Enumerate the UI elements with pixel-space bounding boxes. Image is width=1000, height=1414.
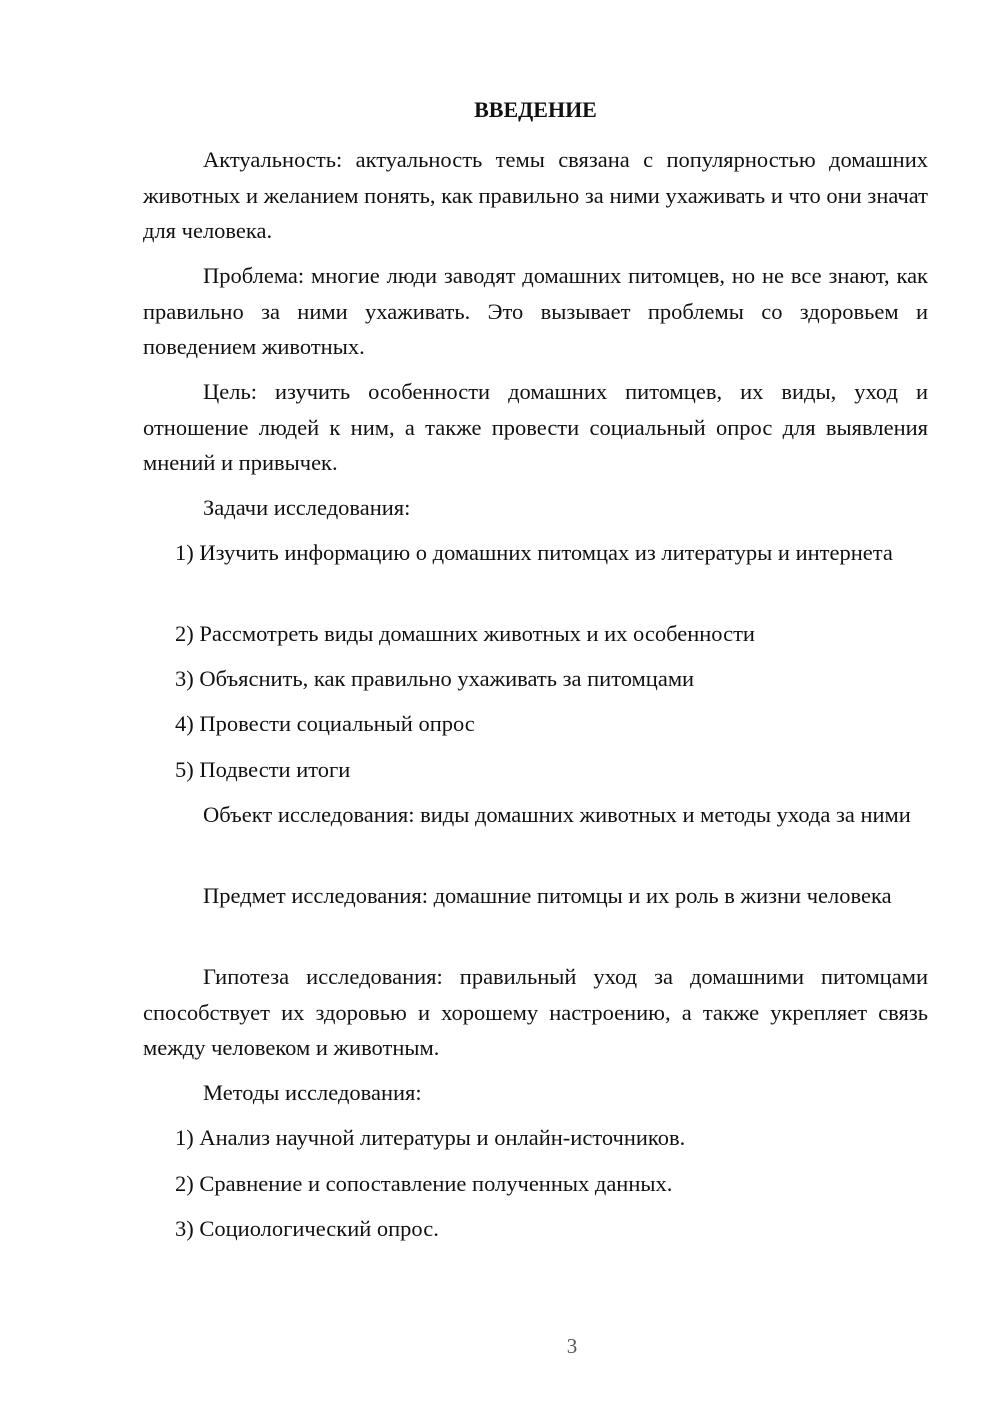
page-number: 3	[566, 1334, 578, 1358]
hypothesis-paragraph: Гипотеза исследования: правильный уход за домашними питомцами способствует их здоровью и хорошему настроению, а также укрепляет связь между человеком и животным.	[143, 964, 928, 1060]
tasks-heading: Задачи исследования:	[203, 495, 411, 520]
method-item-2: 2) Сравнение и сопоставление полученных данных.	[175, 1171, 673, 1196]
task-item-3: 3) Объяснить, как правильно ухаживать за питомцами	[175, 666, 695, 691]
goal-paragraph: Цель: изучить особенности домашних питомцев, их виды, уход и отношение людей к ним, а также провести социальный опрос для выявления мнений и привычек.	[143, 379, 928, 475]
methods-heading: Методы исследования:	[203, 1080, 422, 1105]
method-item-3: 3) Социологический опрос.	[175, 1216, 439, 1241]
object-paragraph: Объект исследования: виды домашних животных и методы ухода за ними	[203, 802, 911, 827]
subject-paragraph: Предмет исследования: домашние питомцы и их роль в жизни человека	[203, 883, 892, 908]
relevance-paragraph: Актуальность: актуальность темы связана с популярностью домашних животных и желанием понять, как правильно за ними ухаживать и что они значат для человека.	[143, 147, 928, 243]
problem-paragraph: Проблема: многие люди заводят домашних питомцев, но не все знают, как правильно за ними ухаживать. Это вызывает проблемы со здоровьем и поведением животных.	[143, 263, 928, 359]
task-item-4: 4) Провести социальный опрос	[175, 711, 475, 736]
task-item-5: 5) Подвести итоги	[175, 757, 351, 782]
task-item-2: 2) Рассмотреть виды домашних животных и их особенности	[175, 621, 755, 646]
task-item-1: 1) Изучить информацию о домашних питомцах из литературы и интернета	[175, 540, 893, 565]
method-item-1: 1) Анализ научной литературы и онлайн-источников.	[175, 1125, 686, 1150]
page-title: ВВЕДЕНИЕ	[474, 97, 597, 122]
